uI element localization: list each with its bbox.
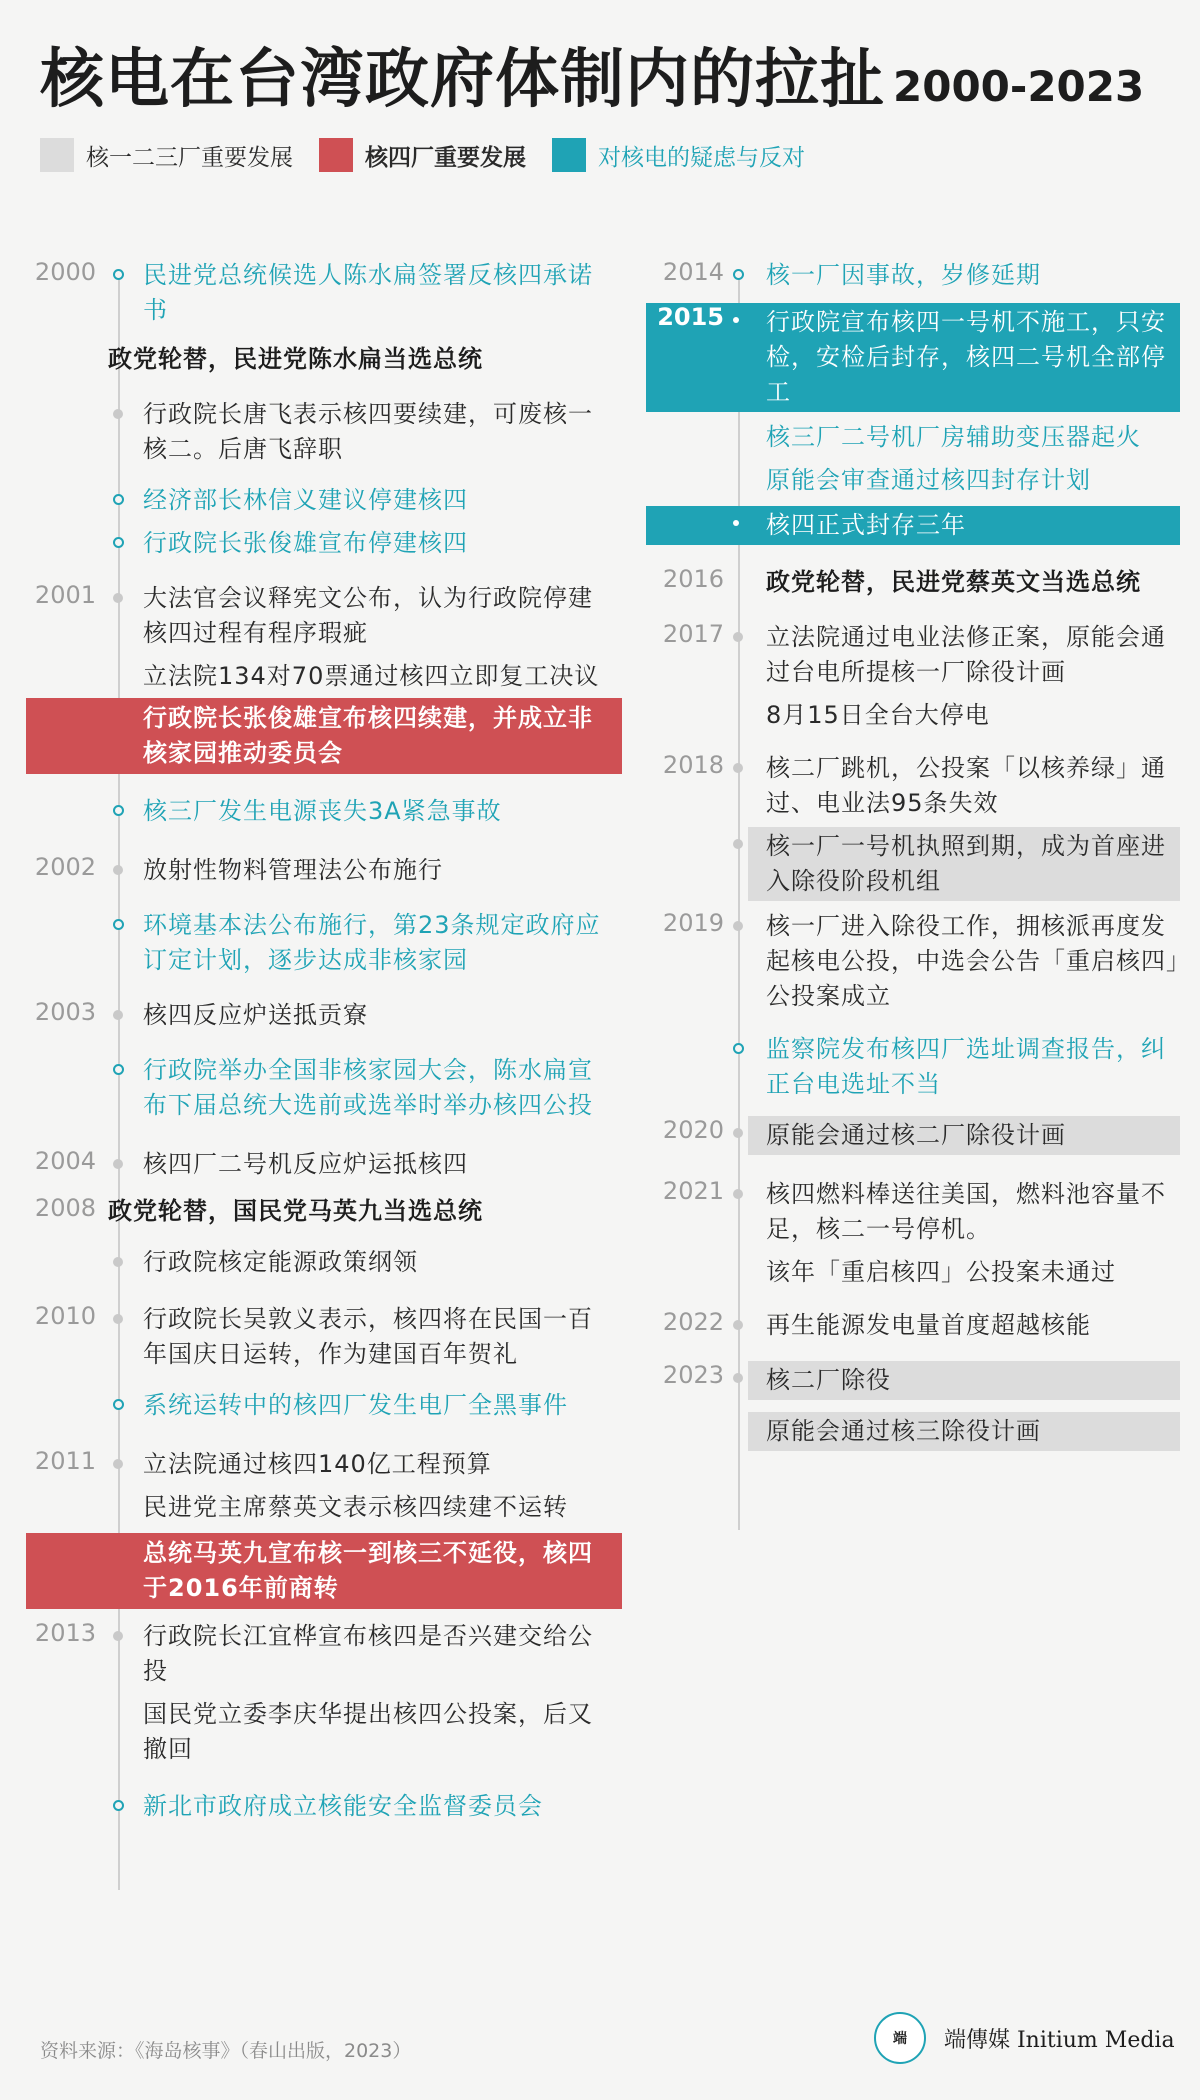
- timeline-entry: [0, 1302, 630, 1372]
- timeline-ring-marker-icon: [113, 919, 124, 930]
- timeline-entry: [630, 565, 1200, 600]
- timeline-entry: [0, 483, 630, 518]
- timeline-text: 原能会通过核二厂除役计画: [766, 1121, 1066, 1149]
- timeline-entry: [0, 659, 630, 694]
- timeline-text: 核四燃料棒送往美国，燃料池容量不足，核二一号停机。: [766, 1180, 1166, 1243]
- timeline-entry: [630, 751, 1200, 821]
- timeline-dot-icon: [113, 1631, 123, 1641]
- timeline-year: 2018: [662, 751, 724, 779]
- timeline-dot-icon: [733, 632, 743, 642]
- timeline-entry: [748, 827, 1180, 901]
- timeline-right-column: [630, 258, 1200, 1451]
- timeline-text: 行政院长吴敦义表示，核四将在民国一百年国庆日运转，作为建国百年贺礼: [143, 1305, 593, 1368]
- page-title: [40, 28, 1144, 120]
- timeline-year: 2017: [662, 620, 724, 648]
- timeline-entry: [630, 420, 1200, 455]
- timeline-entry: [0, 998, 630, 1033]
- timeline-text: 系统运转中的核四厂发生电厂全黑事件: [143, 1391, 568, 1419]
- timeline-text: 总统马英九宣布核一到核三不延役，核四于2016年前商转: [143, 1539, 593, 1602]
- timeline-text: 行政院长张俊雄宣布核四续建，并成立非核家园推动委员会: [143, 704, 593, 767]
- timeline-ring-marker-icon: [113, 494, 124, 505]
- timeline-entry: [630, 258, 1200, 293]
- timeline-text: 立法院134对70票通过核四立即复工决议: [143, 662, 600, 690]
- timeline-text: 行政院核定能源政策纲领: [143, 1248, 418, 1276]
- timeline-entry: [0, 581, 630, 651]
- timeline-year: 2019: [662, 909, 724, 937]
- timeline-text: 核二厂跳机，公投案「以核养绿」通过、电业法95条失效: [766, 754, 1166, 817]
- timeline-entry: [0, 908, 630, 978]
- timeline-year: 2021: [662, 1177, 724, 1205]
- timeline-text: 行政院长江宜桦宣布核四是否兴建交给公投: [143, 1622, 593, 1685]
- timeline-year: 2002: [34, 853, 96, 881]
- timeline-text: 核三厂发生电源丧失3A紧急事故: [143, 797, 502, 825]
- timeline-year: 2000: [34, 258, 96, 286]
- timeline-dot-icon: [733, 1128, 743, 1138]
- timeline-text: 经济部长林信义建议停建核四: [143, 486, 468, 514]
- timeline-year: 2008: [34, 1194, 96, 1222]
- timeline-text: 核三厂二号机厂房辅助变压器起火: [766, 423, 1141, 451]
- timeline-year: 2003: [34, 998, 96, 1026]
- timeline-entry: [0, 1053, 630, 1123]
- timeline-text: 民进党主席蔡英文表示核四续建不运转: [143, 1493, 568, 1521]
- source-note: 资料来源：《海岛核事》（春山出版，2023）: [40, 2040, 412, 2062]
- timeline-entry: [0, 342, 630, 377]
- timeline-text: 大法官会议释宪文公布，认为行政院停建核四过程有程序瑕疵: [143, 584, 593, 647]
- timeline-dot-icon: [113, 1010, 123, 1020]
- timeline-text: 立法院通过核四140亿工程预算: [143, 1450, 492, 1478]
- timeline-ring-marker-icon: [733, 269, 744, 280]
- timeline-text: 放射性物料管理法公布施行: [143, 856, 443, 884]
- timeline-year: 2011: [34, 1447, 96, 1475]
- timeline-entry: [0, 1619, 630, 1689]
- timeline-entry: [0, 1789, 630, 1824]
- timeline-text: 监察院发布核四厂选址调查报告，纠正台电选址不当: [766, 1035, 1166, 1098]
- timeline-entry: [630, 1308, 1200, 1343]
- legend-item-red: [319, 138, 526, 172]
- timeline-text: 核一厂进入除役工作，拥核派再度发起核电公投，中选会公告「重启核四」公投案成立: [766, 912, 1179, 1010]
- timeline-year: 2001: [34, 581, 96, 609]
- timeline-text: 8月15日全台大停电: [766, 701, 990, 729]
- timeline-year: 2022: [662, 1308, 724, 1336]
- timeline-entry: [0, 1147, 630, 1182]
- timeline-text: 核四正式封存三年: [766, 511, 966, 539]
- timeline-dot-icon: [733, 921, 743, 931]
- timeline-dot-icon: [733, 839, 743, 849]
- timeline-entry: [0, 526, 630, 561]
- brand-logo-icon: 端: [874, 2012, 926, 2064]
- legend-label-grey: 核一二三厂重要发展: [86, 144, 293, 171]
- timeline-entry: [630, 909, 1200, 1014]
- timeline-entry: [0, 1245, 630, 1280]
- timeline-entry: [26, 1533, 622, 1609]
- timeline-entry: [26, 698, 622, 774]
- timeline-text: 行政院长张俊雄宣布停建核四: [143, 529, 468, 557]
- brand: [874, 2012, 1175, 2064]
- timeline-text: 立法院通过电业法修正案，原能会通过台电所提核一厂除役计画: [766, 623, 1166, 686]
- timeline-ring-marker-icon: [113, 1064, 124, 1075]
- timeline-text: 行政院举办全国非核家园大会，陈水扁宣布下届总统大选前或选举时举办核四公投: [143, 1056, 593, 1119]
- timeline-dot-icon: [733, 1373, 743, 1383]
- timeline-entry: [0, 1194, 630, 1229]
- legend-label-red: 核四厂重要发展: [365, 144, 526, 171]
- timeline-entry: [646, 303, 1180, 412]
- timeline-dot-icon: [113, 593, 123, 603]
- timeline-ring-marker-icon: [113, 1800, 124, 1811]
- timeline-dot-icon: [733, 520, 739, 526]
- timeline-entry: [0, 1388, 630, 1423]
- timeline-dot-icon: [733, 317, 739, 323]
- timeline-text: 原能会通过核三除役计画: [766, 1417, 1041, 1445]
- timeline-dot-icon: [113, 1459, 123, 1469]
- title-years: 2000-2023: [893, 62, 1145, 111]
- legend-item-grey: [40, 138, 293, 172]
- timeline-text: 该年「重启核四」公投案未通过: [766, 1258, 1116, 1286]
- legend-swatch-red: [319, 138, 353, 172]
- timeline-entry: [630, 1255, 1200, 1290]
- timeline-ring-marker-icon: [113, 537, 124, 548]
- timeline-entry: [0, 1490, 630, 1525]
- timeline-year: 2015: [657, 303, 724, 331]
- timeline-entry: [646, 506, 1180, 545]
- timeline-text: 环境基本法公布施行，第23条规定政府应订定计划，逐步达成非核家园: [143, 911, 601, 974]
- timeline-left-column: [0, 258, 630, 1824]
- timeline-entry: [0, 258, 630, 328]
- title-main: 核电在台湾政府体制内的拉扯: [40, 43, 885, 117]
- timeline-dot-icon: [113, 865, 123, 875]
- timeline-text: 核四反应炉送抵贡寮: [143, 1001, 368, 1029]
- timeline-entry: [0, 1447, 630, 1482]
- timeline-text: 核一厂因事故，岁修延期: [766, 261, 1041, 289]
- timeline-year: 2023: [662, 1361, 724, 1389]
- timeline-entry: [630, 698, 1200, 733]
- timeline-year: 2016: [662, 565, 724, 593]
- timeline-text: 再生能源发电量首度超越核能: [766, 1311, 1091, 1339]
- timeline-dot-icon: [113, 1159, 123, 1169]
- timeline-entry: [630, 620, 1200, 690]
- legend-swatch-teal: [552, 138, 586, 172]
- timeline-entry: [0, 1697, 630, 1767]
- timeline-year: 2014: [662, 258, 724, 286]
- timeline-dot-icon: [733, 1189, 743, 1199]
- timeline-text: 核一厂一号机执照到期，成为首座进入除役阶段机组: [766, 832, 1166, 895]
- timeline-dot-icon: [113, 409, 123, 419]
- timeline-text: 原能会审查通过核四封存计划: [766, 466, 1091, 494]
- timeline-text: 政党轮替，民进党陈水扁当选总统: [108, 345, 483, 373]
- timeline-text: 政党轮替，民进党蔡英文当选总统: [766, 568, 1141, 596]
- timeline-dot-icon: [113, 1314, 123, 1324]
- timeline-year: 2004: [34, 1147, 96, 1175]
- timeline-text: 行政院宣布核四一号机不施工，只安检，安检后封存，核四二号机全部停工: [766, 308, 1166, 406]
- timeline-dot-icon: [113, 1257, 123, 1267]
- timeline-dot-icon: [733, 1320, 743, 1330]
- timeline-text: 国民党立委李庆华提出核四公投案，后又撤回: [143, 1700, 593, 1763]
- timeline-entry: [630, 1177, 1200, 1247]
- timeline-text: 核四厂二号机反应炉运抵核四: [143, 1150, 468, 1178]
- timeline-year: 2010: [34, 1302, 96, 1330]
- timeline-text: 新北市政府成立核能安全监督委员会: [143, 1792, 543, 1820]
- timeline-entry: [0, 853, 630, 888]
- timeline-ring-marker-icon: [113, 1399, 124, 1410]
- timeline-year: 2013: [34, 1619, 96, 1647]
- timeline-ring-marker-icon: [113, 805, 124, 816]
- timeline-text: 行政院长唐飞表示核四要续建，可废核一核二。后唐飞辞职: [143, 400, 593, 463]
- timeline-ring-marker-icon: [733, 1043, 744, 1054]
- timeline-year: 2020: [662, 1116, 724, 1144]
- legend: [40, 138, 831, 172]
- legend-label-teal: 对核电的疑虑与反对: [598, 144, 805, 171]
- legend-item-teal: [552, 138, 805, 172]
- timeline-entry: [748, 1412, 1180, 1451]
- timeline-entry: [630, 463, 1200, 498]
- timeline-entry: [630, 1032, 1200, 1102]
- timeline-entry: [662, 1361, 1180, 1400]
- timeline-dot-icon: [733, 763, 743, 773]
- legend-swatch-grey: [40, 138, 74, 172]
- timeline-text: 民进党总统候选人陈水扁签署反核四承诺书: [143, 261, 593, 324]
- timeline-entry: [662, 1116, 1180, 1155]
- timeline-text: 政党轮替，国民党马英九当选总统: [108, 1197, 483, 1225]
- timeline-entry: [0, 794, 630, 829]
- timeline-text: 核二厂除役: [766, 1366, 891, 1394]
- brand-name: 端傳媒 Initium Media: [944, 2027, 1175, 2053]
- timeline-entry: [0, 397, 630, 467]
- timeline-ring-marker-icon: [113, 269, 124, 280]
